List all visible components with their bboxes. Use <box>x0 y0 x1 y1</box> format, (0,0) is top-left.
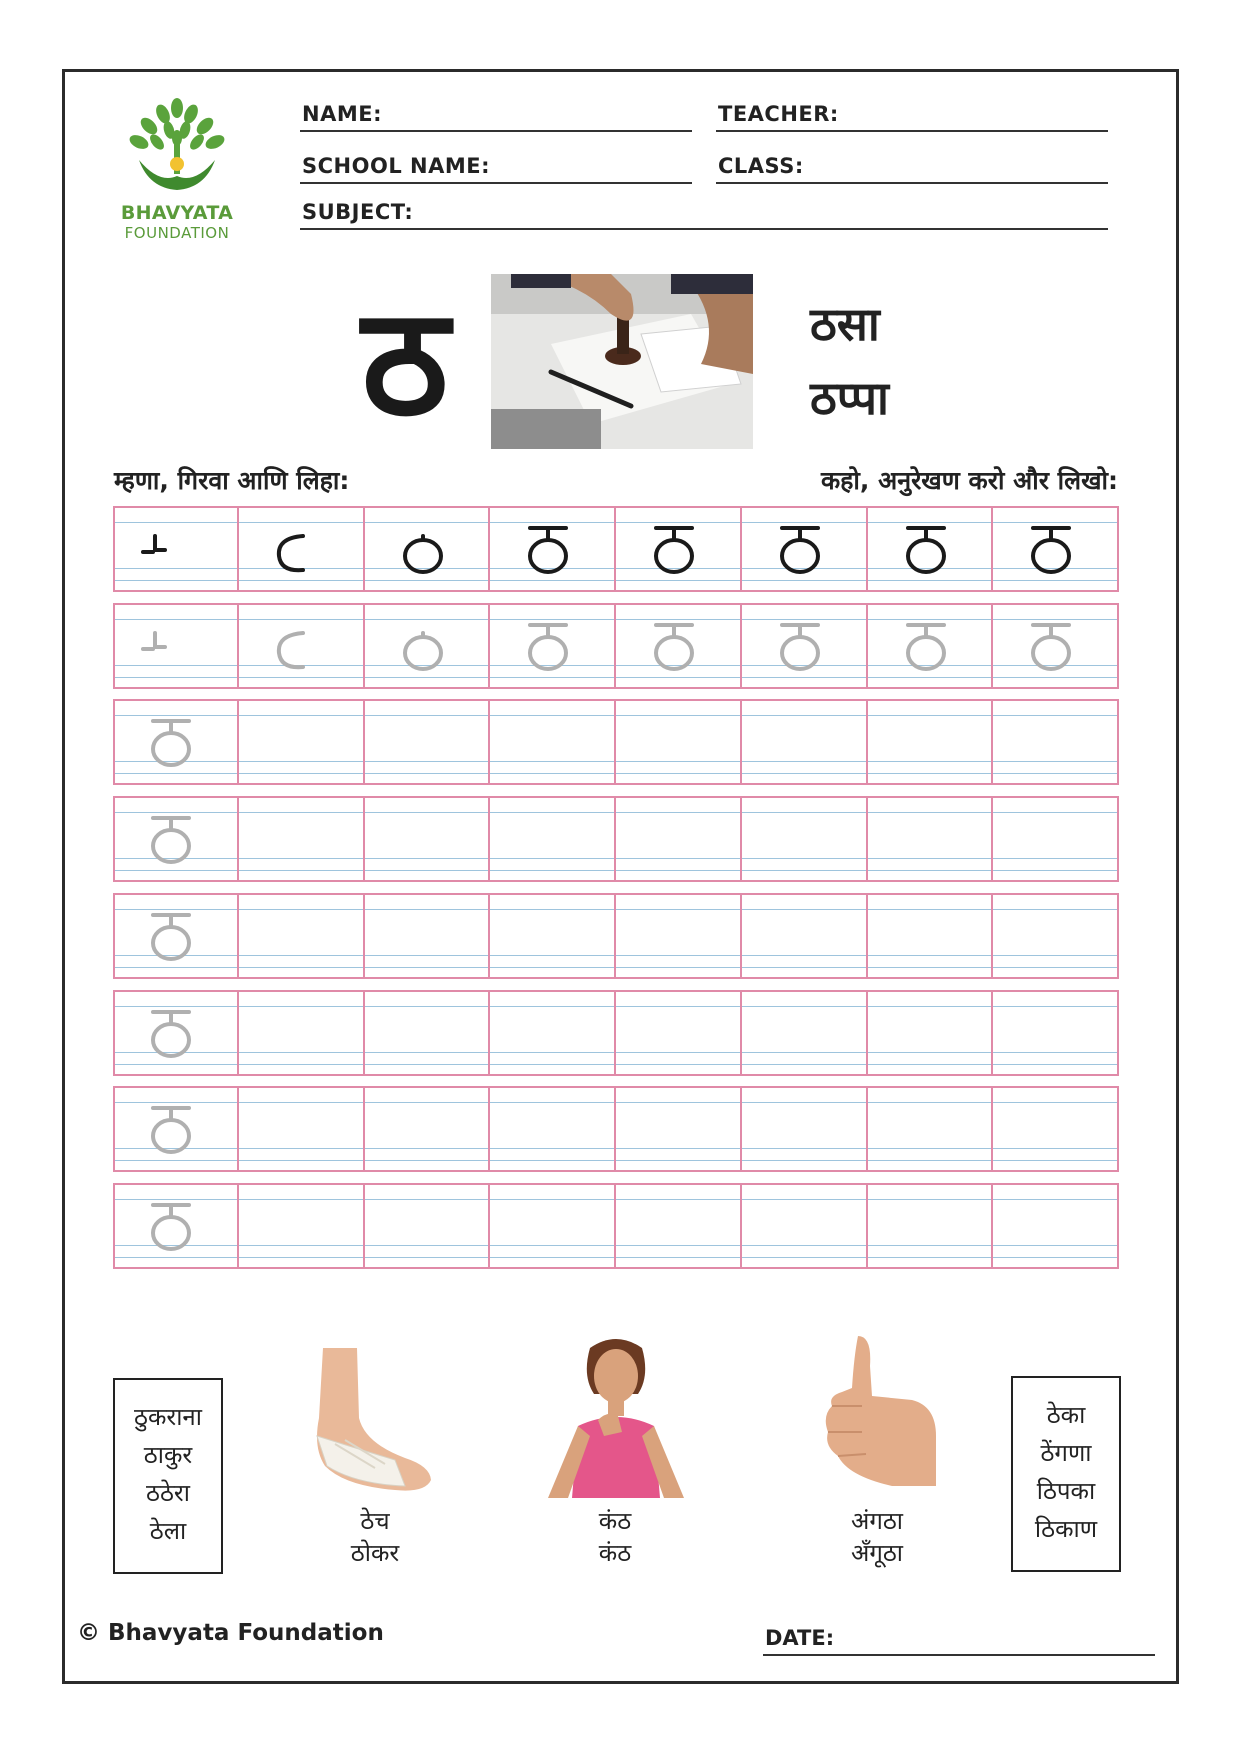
writing-cell[interactable] <box>490 895 616 977</box>
subject-label: SUBJECT: <box>302 200 414 224</box>
writing-cell <box>490 605 616 687</box>
school-name-field[interactable] <box>300 148 692 184</box>
writing-cell <box>113 701 239 783</box>
letter-stroke-glyph <box>365 605 491 687</box>
writing-cell[interactable] <box>993 992 1119 1074</box>
writing-cell <box>616 508 742 590</box>
subject-field[interactable] <box>300 194 1108 230</box>
writing-cell[interactable] <box>993 798 1119 880</box>
writing-cell[interactable] <box>742 1185 868 1267</box>
writing-cell[interactable] <box>742 798 868 880</box>
letter-stroke-glyph <box>868 508 994 590</box>
writing-cell[interactable] <box>239 992 365 1074</box>
word-item: ठिकाण <box>1034 1515 1098 1543</box>
letter-stroke-glyph <box>113 605 239 687</box>
school-name-label: SCHOOL NAME: <box>302 154 490 178</box>
writing-cell[interactable] <box>742 992 868 1074</box>
writing-cell[interactable] <box>742 1088 868 1170</box>
instruction-hindi: कहो, अनुरेखण करो और लिखो: <box>820 466 1118 495</box>
writing-cell[interactable] <box>490 798 616 880</box>
writing-cell[interactable] <box>868 701 994 783</box>
logo-brand-name: BHAVYATA <box>120 202 234 224</box>
writing-cell[interactable] <box>742 895 868 977</box>
writing-cell[interactable] <box>490 1088 616 1170</box>
writing-cell[interactable] <box>365 992 491 1074</box>
letter-stroke-glyph <box>113 508 239 590</box>
name-label: NAME: <box>302 102 382 126</box>
practice-row <box>113 699 1119 785</box>
letter-stroke-glyph <box>365 508 491 590</box>
word-item: ठेका <box>1046 1401 1086 1429</box>
writing-cell[interactable] <box>490 992 616 1074</box>
writing-cell <box>113 508 239 590</box>
caption-line: अंगठा <box>850 1507 903 1535</box>
caption-line: कंठ <box>598 1507 632 1535</box>
letter-stroke-glyph <box>742 605 868 687</box>
writing-cell[interactable] <box>239 798 365 880</box>
caption-foot <box>320 1505 430 1569</box>
bhavyata-logo <box>112 98 242 248</box>
writing-cell[interactable] <box>868 992 994 1074</box>
writing-cell <box>113 798 239 880</box>
date-field[interactable] <box>763 1620 1155 1656</box>
letter-stroke-glyph <box>239 508 365 590</box>
writing-cell[interactable] <box>616 895 742 977</box>
caption-throat <box>560 1505 670 1569</box>
writing-cell <box>868 508 994 590</box>
writing-cell <box>742 508 868 590</box>
word-item: ठेला <box>149 1517 187 1545</box>
letter-stroke-glyph <box>113 701 239 783</box>
letter-stroke-glyph <box>616 605 742 687</box>
writing-cell <box>113 605 239 687</box>
practice-row <box>113 796 1119 882</box>
logo-brand-sub: FOUNDATION <box>124 224 230 242</box>
writing-cell[interactable] <box>365 798 491 880</box>
letter-stroke-glyph <box>742 508 868 590</box>
teacher-field[interactable] <box>716 96 1108 132</box>
letter-stroke-glyph <box>239 605 365 687</box>
caption-line: ठेच <box>360 1507 390 1535</box>
thumbs-up-photo <box>818 1336 938 1486</box>
letter-stroke-glyph <box>993 508 1119 590</box>
copyright-text: © Bhavyata Foundation <box>77 1620 384 1646</box>
letter-stroke-glyph <box>490 605 616 687</box>
letter-stroke-glyph <box>490 508 616 590</box>
writing-cell[interactable] <box>742 701 868 783</box>
caption-line: कंठ <box>598 1539 632 1567</box>
instruction-marathi: म्हणा, गिरवा आणि लिहा: <box>114 466 350 495</box>
writing-cell[interactable] <box>365 701 491 783</box>
letter-stroke-glyph <box>113 798 239 880</box>
writing-cell <box>239 508 365 590</box>
practice-row <box>113 893 1119 979</box>
writing-cell[interactable] <box>868 895 994 977</box>
writing-cell[interactable] <box>993 701 1119 783</box>
writing-cell[interactable] <box>490 701 616 783</box>
class-label: CLASS: <box>718 154 804 178</box>
writing-cell[interactable] <box>616 798 742 880</box>
writing-cell <box>365 508 491 590</box>
writing-cell[interactable] <box>239 701 365 783</box>
writing-cell[interactable] <box>616 1185 742 1267</box>
tree-hands-icon <box>119 98 235 202</box>
writing-cell[interactable] <box>365 1185 491 1267</box>
writing-cell <box>742 605 868 687</box>
writing-cell <box>113 1185 239 1267</box>
bandaged-foot-photo <box>305 1348 435 1498</box>
writing-cell[interactable] <box>868 798 994 880</box>
word-item: ठिपका <box>1036 1477 1096 1505</box>
writing-cell <box>113 992 239 1074</box>
stroke-order-row <box>113 603 1119 689</box>
caption-thumb <box>817 1505 937 1569</box>
word-item: ठाकुर <box>143 1441 193 1469</box>
writing-cell[interactable] <box>239 1185 365 1267</box>
writing-cell <box>113 895 239 977</box>
writing-cell[interactable] <box>239 1088 365 1170</box>
writing-cell <box>490 508 616 590</box>
date-label: DATE: <box>765 1626 835 1650</box>
word-item: ठठेरा <box>146 1479 190 1507</box>
writing-cell[interactable] <box>616 701 742 783</box>
letter-stroke-glyph <box>868 605 994 687</box>
girl-pointing-throat-photo <box>538 1336 694 1498</box>
writing-cell[interactable] <box>365 1088 491 1170</box>
caption-line: अँगूठा <box>850 1539 903 1567</box>
letter-stroke-glyph <box>616 508 742 590</box>
word-item: ठुकराना <box>134 1403 202 1431</box>
name-field[interactable] <box>300 96 692 132</box>
stroke-order-row <box>113 506 1119 592</box>
writing-cell <box>616 605 742 687</box>
class-field[interactable] <box>716 148 1108 184</box>
writing-cell <box>993 605 1119 687</box>
writing-cell[interactable] <box>616 992 742 1074</box>
writing-cell <box>868 605 994 687</box>
writing-cell[interactable] <box>993 895 1119 977</box>
writing-cell[interactable] <box>490 1185 616 1267</box>
hero-word-1: ठसा <box>810 297 880 351</box>
writing-cell[interactable] <box>868 1088 994 1170</box>
word-item: ठेंगणा <box>1040 1439 1092 1467</box>
letter-stroke-glyph <box>993 605 1119 687</box>
hero-word-2: ठप्पा <box>810 371 889 425</box>
writing-cell[interactable] <box>616 1088 742 1170</box>
practice-row <box>113 1086 1119 1172</box>
letter-stroke-glyph <box>113 1088 239 1170</box>
writing-cell[interactable] <box>365 895 491 977</box>
writing-cell[interactable] <box>868 1185 994 1267</box>
letter-stroke-glyph <box>113 992 239 1074</box>
letter-stroke-glyph <box>113 895 239 977</box>
teacher-label: TEACHER: <box>718 102 839 126</box>
writing-cell[interactable] <box>993 1185 1119 1267</box>
caption-line: ठोकर <box>350 1539 400 1567</box>
right-word-box <box>1011 1376 1121 1572</box>
writing-cell <box>993 508 1119 590</box>
practice-row <box>113 990 1119 1076</box>
writing-cell <box>365 605 491 687</box>
stamping-hands-photo <box>491 274 753 449</box>
practice-row <box>113 1183 1119 1269</box>
writing-cell[interactable] <box>239 895 365 977</box>
letter-stroke-glyph <box>113 1185 239 1267</box>
writing-cell[interactable] <box>993 1088 1119 1170</box>
left-word-box <box>113 1378 223 1574</box>
writing-cell <box>113 1088 239 1170</box>
featured-letter: ठ <box>361 276 449 450</box>
writing-cell <box>239 605 365 687</box>
